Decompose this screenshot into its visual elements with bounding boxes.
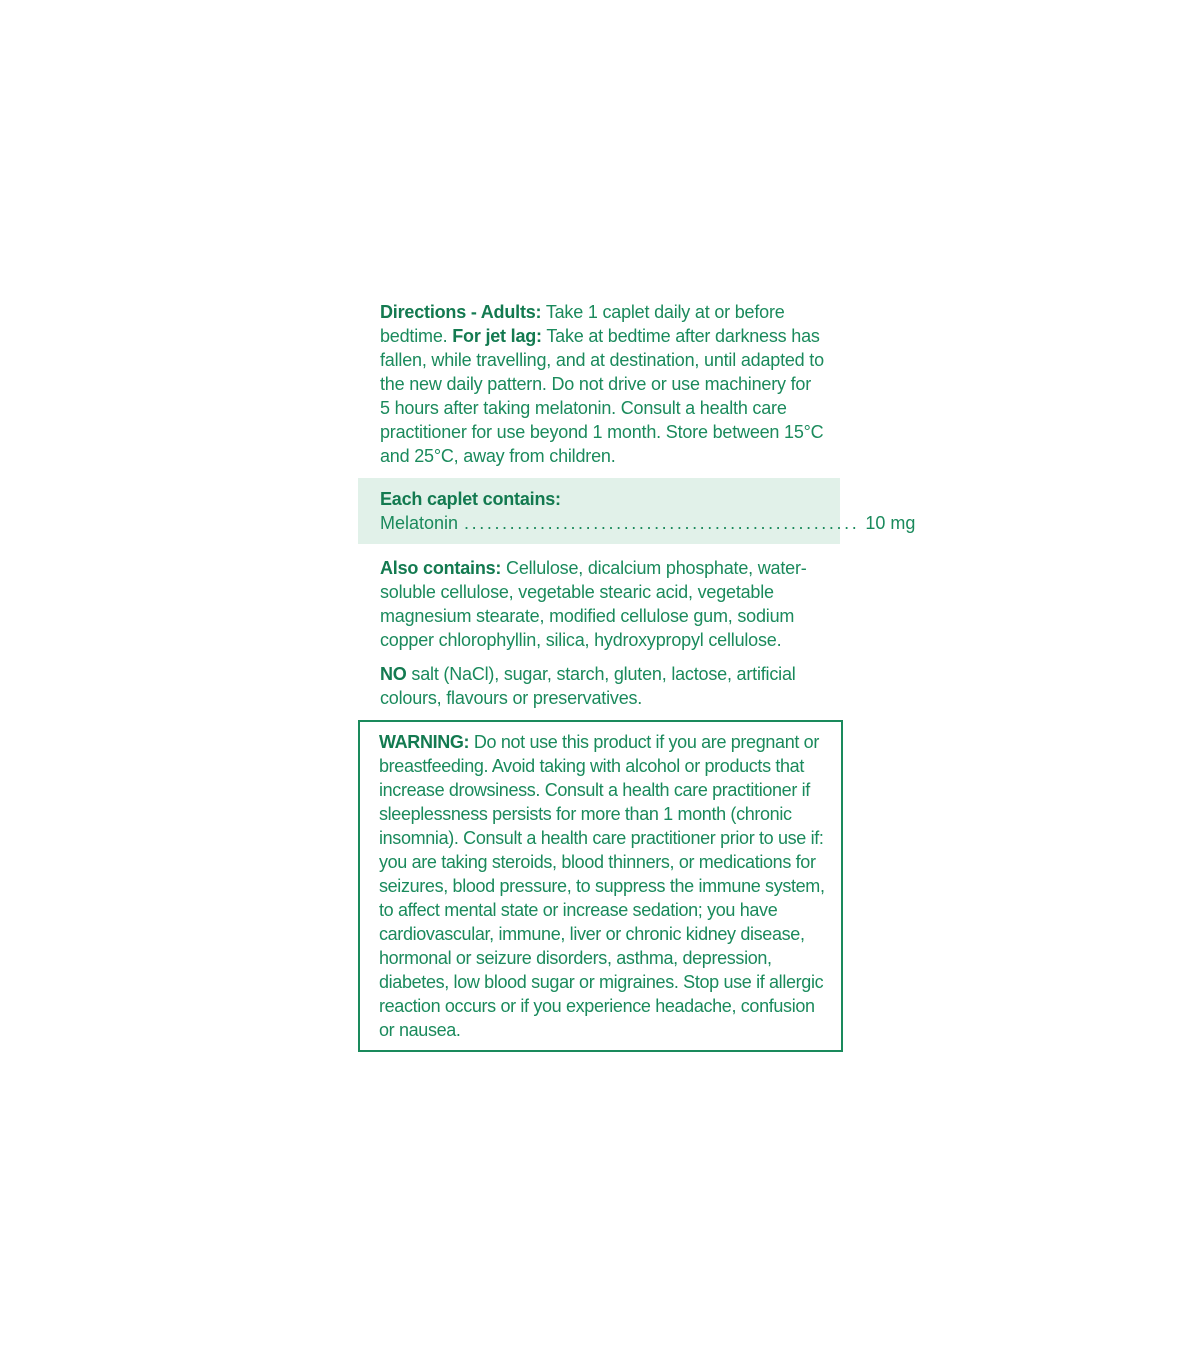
jet-lag-label: For jet lag: <box>452 326 542 346</box>
also-contains-text: Cellulose, dicalcium phosphate, water-soluble cellulose, vegetable stearic acid, vegetable magnesium stearate, modified cellulose gum, sodium copper chlorophyllin, silica, hydroxypropyl cellulose. <box>380 558 807 650</box>
product-label-panel <box>358 298 916 1052</box>
ingredient-name: Melatonin <box>380 513 459 533</box>
also-contains-label: Also contains: <box>380 558 502 578</box>
free-of-section <box>358 652 844 710</box>
ingredients-heading: Each caplet contains: <box>380 489 561 509</box>
directions-text: Take 1 caplet daily at or before bedtime. <box>380 302 785 346</box>
jet-lag-text: Take at bedtime after darkness has fallen, while travelling, and at destination, until adapted to the new daily pattern. Do not drive or use machinery for 5 hours after taking melatonin. Consult a health care practitioner for use beyond 1 month. Store between 15°C and 25°C, away from children. <box>380 326 824 466</box>
free-of-text: salt (NaCl), sugar, starch, gluten, lactose, artificial colours, flavours or preservatives. <box>380 664 796 708</box>
also-contains-section <box>358 544 844 652</box>
ingredient-amount: 10 mg <box>865 513 916 533</box>
warning-section <box>379 730 829 1042</box>
free-of-label: NO <box>380 664 407 684</box>
warning-text: Do not use this product if you are pregnant or breastfeeding. Avoid taking with alcohol or products that increase drowsiness. Consult a health care practitioner if sleeplessness persists for more than 1 month (chronic insomnia). Consult a health care practitioner prior to use if: you are taking steroids, blood thinners, or medications for seizures, blood pressure, to suppress the immune system, to affect mental state or increase sedation; you have cardiovascular, immune, liver or chronic kidney disease, hormonal or seizure disorders, asthma, depression, diabetes, low blood sugar or migraines. Stop use if allergic reaction occurs or if you experience headache, confusion or nausea. <box>379 732 825 1040</box>
directions-section <box>358 298 844 468</box>
ingredients-box <box>358 478 916 544</box>
dot-leader: .................................................... <box>464 513 860 533</box>
warning-label: WARNING: <box>379 732 470 752</box>
directions-label: Directions - Adults: <box>380 302 542 322</box>
warning-box <box>358 720 843 1052</box>
ingredient-row <box>380 511 916 535</box>
